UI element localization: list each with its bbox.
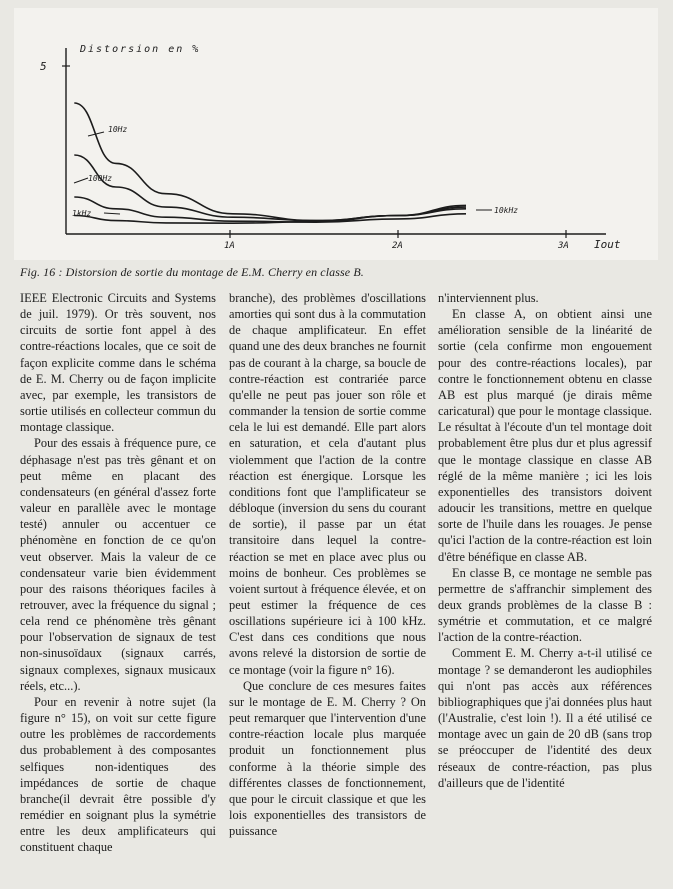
curve-label-10khz: 10kHz bbox=[494, 206, 519, 215]
paragraph: En classe B, ce montage ne semble pas permettre de s'affranchir simplement des deux grands problèmes de la classe B : symétrie et commutation, et ce malgré l'action de la contre-réaction. bbox=[438, 565, 652, 645]
curve-labels bbox=[72, 125, 518, 218]
distortion-chart bbox=[14, 8, 658, 260]
text-column-3 bbox=[438, 290, 652, 886]
paragraph: Comment E. M. Cherry a-t-il utilisé ce montage ? se demanderont les audiophiles qui n'ont pas accès aux références bibliographiques que j'ai données plus haut (l'Australie, c'est loin !). Il a été utilisé ce montage avec un gain de 20 dB (sans trop se préoccuper de l'identité des deux réseaux de contre-réaction, pas plus d'ailleurs que de l'identité bbox=[438, 646, 652, 790]
chart-axes bbox=[62, 48, 606, 238]
curve-label-1khz: 1kHz bbox=[72, 209, 92, 218]
text-column-1 bbox=[20, 290, 216, 886]
x-axis-label: Iout bbox=[594, 238, 621, 251]
paragraph: Pour en revenir à notre sujet (la figure n° 15), on voit sur cette figure outre les problèmes de raccordements dus probablement à des composantes selfiques non-identiques des impédances de sortie de chaque branche(il devrait être possible d'y remédier en soignant plus la symétrie entre les deux amplificateurs qui constituent chaque bbox=[20, 694, 216, 855]
paragraph: Pour des essais à fréquence pure, ce déphasage n'est pas très gênant et on peut même en placant des condensateurs (en général d'assez forte valeur en parallèle avec le montage testé) annuler ou accentuer ce phénomène en fonction de ce qu'on veut observer. Mais la valeur de ce condensateur varie bien évidemment pour des raisons théoriques faciles à retrouver, avec la fréquence du signal ; cela rend ce phénomène très gênant pour l'observation de signaux de test non-sinusoïdaux (signaux carrés, signaux complexes, signaux musicaux réels, etc...). bbox=[20, 436, 216, 693]
leader-line bbox=[74, 178, 88, 183]
x-tick-label: 1A bbox=[224, 241, 235, 251]
curve-label-100hz: 100Hz bbox=[88, 174, 113, 183]
paragraph: En classe A, on obtient ainsi une amélioration sensible de la linéarité de sortie (cela confirme mon engouement pour des contre-réactions locales), par contre le fonctionnement obtenu en classe AB est plus marqué (je dirais même caricatural) que pour le montage classique. Le résultat à l'écoute d'un tel montage doit probablement être plus dur et plus agressif que le montage classique en classe AB réglé de la même manière ; ici les lois exponentielles des transistors doivent adoucir les transitions, mettre en quelque sorte de l'huile dans les rouages. Je pense qu'ici l'action de la contre-réaction est loin d'être bénéfique en classe AB. bbox=[438, 307, 652, 564]
series-line-10hz bbox=[74, 103, 466, 221]
y-axis-label: Distorsion en % bbox=[80, 44, 201, 55]
paragraph: branche), des problèmes d'oscillations amorties qui sont dus à la commutation de chaque amplificateur. En effet quand une des deux branches ne fournit pas de courant à la charge, sa boucle de contre-réaction est contrariée parce qu'elle ne peut pas jouer son rôle et commander la tension de sortie comme cela le lui est demandé. Elle part alors en saturation, et cela d'autant plus violemment que l'action de la contre réaction est énergique. Lorsque les conditions font que l'amplificateur se débloque (inversion du sens du courant de sortie), il passe par un état transitoire dans lequel la contre-réaction se met en place avec plus ou moins de bonheur. Ces problèmes se voient surtout à fréquence élevée, et on peut estimer la fréquence de ces oscillations supérieure ici à 100 kHz. C'est dans ces conditions que nous avons relevé la distorsion de sortie de ce montage (voir la figure n° 16). bbox=[229, 291, 426, 677]
paragraph: Que conclure de ces mesures faites sur le montage de E. M. Cherry ? On peut remarquer que l'intervention d'une contre-réaction locale plus marquée produit un fonctionnement plus conforme à la théorie simple des différentes classes de fonctionnement, que pour le circuit classique et que les lois exponentielles des transistors de puissance bbox=[229, 678, 426, 839]
figure-16 bbox=[14, 8, 658, 260]
text-column-2 bbox=[229, 290, 426, 886]
leader-line bbox=[104, 213, 120, 214]
chart-series bbox=[74, 103, 466, 223]
x-tick-label: 3A bbox=[558, 241, 569, 251]
y-tick-label: 5 bbox=[40, 60, 47, 73]
paragraph: n'interviennent plus. bbox=[438, 291, 539, 305]
paragraph: IEEE Electronic Circuits and Systems de juil. 1979). Or très souvent, nos circuits de sortie font appel à des contre-réactions locales, que ce soit de façon explicite comme dans le schéma de E. M. Cherry ou de façon implicite avec, par exemple, les transistors de sortie utilisés en collecteur commun du montage classique. bbox=[20, 291, 216, 435]
curve-label-10hz: 10Hz bbox=[108, 125, 128, 134]
x-tick-label: 2A bbox=[392, 241, 403, 251]
series-line-10khz bbox=[74, 205, 466, 223]
figure-caption: Fig. 16 : Distorsion de sortie du montage de E.M. Cherry en classe B. bbox=[20, 265, 364, 279]
